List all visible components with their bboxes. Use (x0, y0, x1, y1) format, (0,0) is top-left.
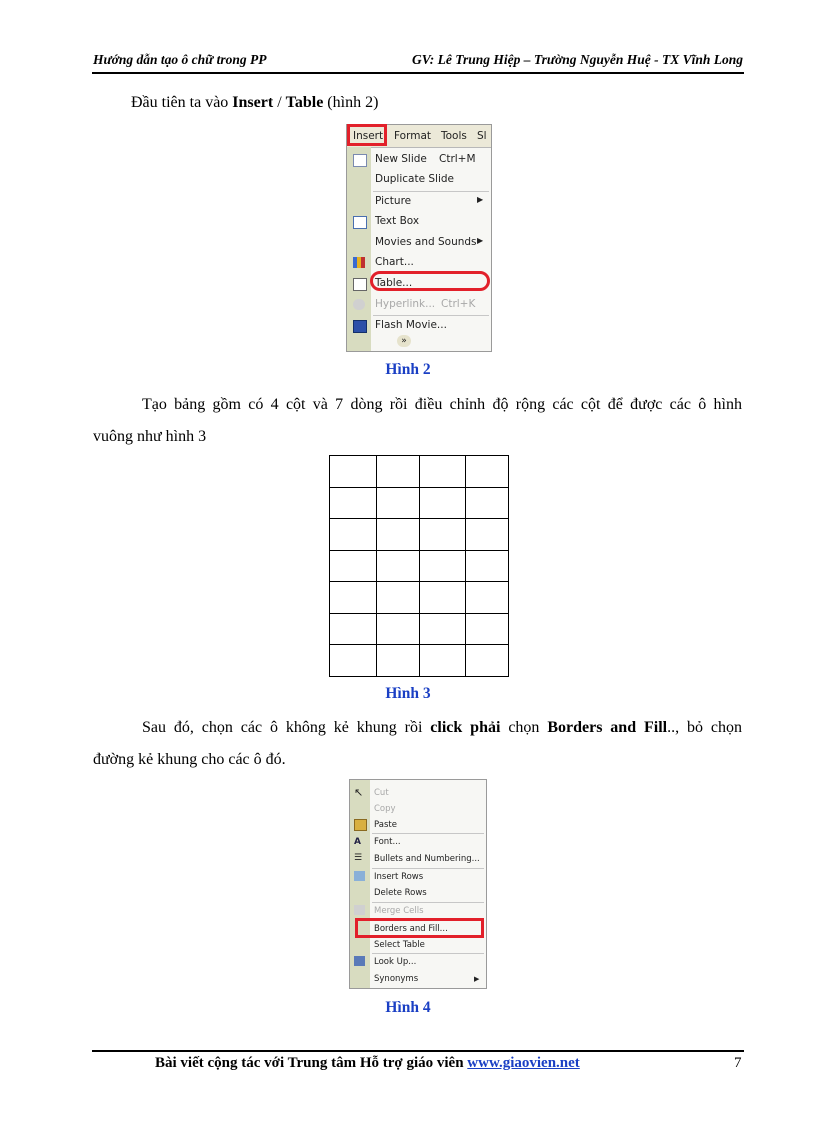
header-author: GV: Lê Trung Hiệp – Trường Nguyễn Huệ - TX Vĩnh Long (412, 52, 743, 67)
table-row (330, 645, 509, 677)
menu-separator (372, 953, 484, 954)
table-cell (330, 519, 377, 551)
insert-menu-screenshot (346, 124, 492, 352)
table-row (330, 550, 509, 582)
table-cell (466, 456, 509, 488)
table-cell (420, 582, 466, 614)
table-cell (377, 550, 420, 582)
table-cell (466, 487, 509, 519)
table-highlight (370, 271, 490, 291)
look-up-icon (354, 956, 365, 966)
figure-ref: (hình 2) (323, 94, 379, 111)
table-cell (377, 456, 420, 488)
table-cell (330, 645, 377, 677)
page-number: 7 (734, 1055, 742, 1071)
menu-item-synonyms[interactable] (374, 974, 418, 984)
grid-table (329, 455, 509, 677)
table-cell (377, 645, 420, 677)
item-label: Table... (375, 277, 413, 289)
caption-figure-3: Hình 3 (385, 685, 431, 702)
paragraph-borders-line1 (142, 713, 742, 743)
item-label: Picture (375, 195, 412, 207)
footer-link[interactable]: www.giaovien.net (467, 1055, 580, 1071)
footer-rule (92, 1050, 744, 1052)
text-part: chọn (500, 719, 548, 736)
menu-item-paste[interactable]: Paste (374, 820, 397, 830)
menu-item-font[interactable]: Font... (374, 837, 401, 847)
intro-text: Đầu tiên ta vào (131, 94, 233, 111)
hyperlink-icon (353, 299, 365, 310)
menu-item-bullets[interactable]: Bullets and Numbering... (374, 854, 480, 864)
item-label: Duplicate Slide (375, 173, 454, 185)
table-cell (420, 550, 466, 582)
menu-item-select-table[interactable]: Select Table (374, 940, 425, 950)
chart-icon (353, 257, 365, 268)
header-rule (92, 72, 744, 74)
text-part: Sau đó, chọn các ô không kẻ khung rồi (142, 719, 431, 736)
menu-separator (373, 315, 489, 316)
menu-item-cut: Cut (374, 788, 389, 798)
merge-cells-icon (354, 905, 365, 915)
table-cell (466, 519, 509, 551)
menu-separator (372, 868, 484, 869)
submenu-arrow-icon: ▶ (477, 195, 484, 204)
table-cell (330, 550, 377, 582)
text-part: .., bỏ chọn (667, 719, 742, 736)
menu-separator (372, 833, 484, 834)
table-cell (330, 456, 377, 488)
table-term: Table (285, 94, 324, 111)
paste-icon (354, 819, 367, 831)
item-label: Chart... (375, 256, 414, 268)
caption-figure-4: Hình 4 (385, 999, 431, 1016)
item-label: Movies and Sounds (375, 236, 477, 248)
table-cell (420, 456, 466, 488)
item-label: New Slide (375, 153, 427, 165)
menu-item-flash-movie[interactable] (375, 319, 447, 337)
click-term: click phải (430, 719, 501, 736)
insert-highlight (347, 124, 387, 146)
header-title: Hướng dẫn tạo ô chữ trong PP (93, 52, 267, 67)
table-row (330, 582, 509, 614)
table-cell (330, 487, 377, 519)
menu-item-insert-rows[interactable]: Insert Rows (374, 872, 424, 882)
menu-separator (372, 902, 484, 903)
menu-item-copy: Copy (374, 804, 396, 814)
menu-item-new-slide[interactable] (375, 153, 476, 171)
table-cell (466, 550, 509, 582)
slash: / (273, 94, 286, 111)
menu-separator (373, 191, 489, 192)
menu-item-merge-cells: Merge Cells (374, 906, 424, 916)
menu-item-look-up[interactable]: Look Up... (374, 957, 417, 967)
menu-item-hyperlink (375, 298, 476, 316)
menu-item-borders-fill[interactable]: Borders and Fill... (374, 924, 448, 934)
paragraph-intro (131, 88, 781, 118)
caption-figure-2: Hình 2 (385, 361, 431, 378)
cursor-icon: ↖ (354, 786, 364, 799)
shortcut-label: Ctrl+K (441, 298, 476, 310)
menu-tools[interactable]: Tools (441, 130, 467, 142)
menu-item-text-box[interactable] (375, 215, 419, 233)
paragraph-table-line1: Tạo bảng gồm có 4 cột và 7 dòng rồi điều chỉnh độ rộng các cột để được các ô hình (142, 396, 742, 413)
submenu-arrow-icon: ▶ (474, 975, 480, 983)
new-slide-icon (353, 154, 367, 167)
table-icon (353, 278, 367, 291)
insert-rows-icon (354, 871, 365, 881)
submenu-arrow-icon: ▶ (477, 236, 484, 245)
table-cell (377, 613, 420, 645)
item-label: Hyperlink... (375, 298, 436, 310)
bullets-icon: ☰ (354, 853, 363, 863)
table-row (330, 487, 509, 519)
menu-item-picture[interactable] (375, 195, 484, 213)
table-cell (377, 582, 420, 614)
insert-term: Insert (232, 94, 274, 111)
table-cell (377, 519, 420, 551)
paragraph-table-line2: vuông như hình 3 (93, 428, 207, 445)
table-row (330, 519, 509, 551)
table-cell (466, 582, 509, 614)
table-cell (420, 487, 466, 519)
text-box-icon (353, 216, 367, 229)
table-cell (377, 487, 420, 519)
footer-label: Bài viết cộng tác với Trung tâm Hỗ trợ giáo viên (155, 1055, 468, 1071)
menu-item-movies-sounds[interactable] (375, 236, 484, 254)
table-cell (420, 613, 466, 645)
table-cell (330, 582, 377, 614)
paragraph-borders-line2: đường kẻ khung cho các ô đó. (93, 751, 286, 768)
footer-text (155, 1055, 580, 1072)
borders-fill-highlight (355, 918, 484, 938)
expand-menu-icon[interactable]: » (397, 335, 411, 347)
menu-insert[interactable]: Insert (353, 130, 384, 142)
table-row (330, 456, 509, 488)
item-label: Synonyms (374, 974, 419, 984)
table-cell (420, 645, 466, 677)
table-cell (420, 519, 466, 551)
item-label: Flash Movie... (375, 319, 447, 331)
table-row (330, 613, 509, 645)
menu-item-delete-rows[interactable]: Delete Rows (374, 888, 427, 898)
borders-term: Borders and Fill (547, 719, 668, 736)
page-header (93, 50, 743, 74)
menu-slideshow[interactable]: Sl (477, 130, 487, 142)
table-cell (330, 613, 377, 645)
font-icon: A (354, 837, 361, 847)
table-cell (466, 613, 509, 645)
shortcut-label: Ctrl+M (439, 153, 476, 165)
table-cell (466, 645, 509, 677)
context-menu-screenshot (349, 779, 487, 989)
menu-item-duplicate-slide[interactable] (375, 173, 454, 191)
item-label: Text Box (375, 215, 420, 227)
menu-format[interactable]: Format (394, 130, 432, 142)
flash-movie-icon (353, 320, 367, 333)
